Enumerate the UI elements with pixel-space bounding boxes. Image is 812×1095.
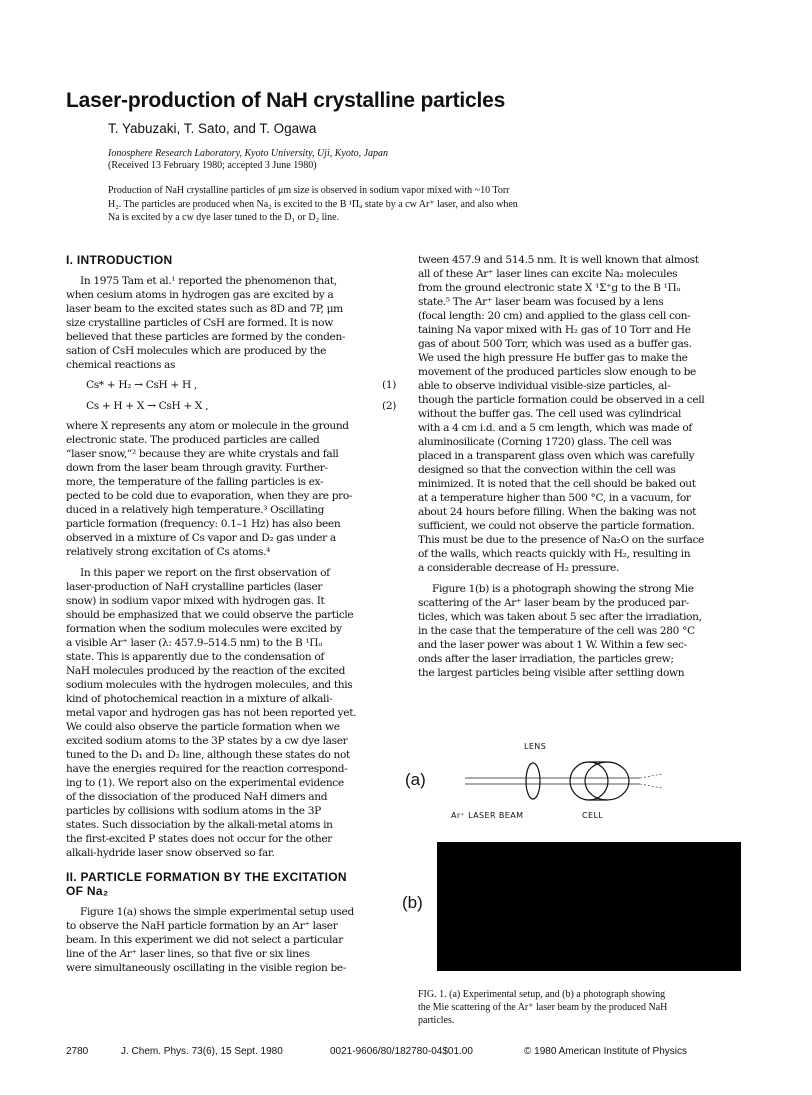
body-line: snow) in sodium vapor mixed with hydrogen gas. It	[66, 595, 325, 607]
body-line: sufficient, we could not observe the particle formation.	[418, 520, 695, 532]
affiliation-block	[108, 148, 388, 172]
body-line: chemical reactions as	[66, 359, 176, 371]
cell-label: CELL	[582, 811, 604, 820]
figure-caption	[418, 988, 748, 1027]
body-line: Figure 1(b) is a photograph showing the strong Mie	[432, 583, 694, 595]
right-column	[418, 253, 748, 680]
lens-label: LENS	[524, 742, 547, 751]
body-line: of the dissociation of the produced NaH dimers and	[66, 791, 328, 803]
received-date: (Received 13 February 1980; accepted 3 June 1980)	[108, 160, 317, 171]
journal-citation: J. Chem. Phys. 73(6), 15 Sept. 1980	[121, 1046, 283, 1057]
body-line: aluminosilicate (Corning 1720) glass. The cell was	[418, 436, 672, 448]
body-line: (focal length: 20 cm) and applied to the glass cell con-	[418, 310, 691, 322]
body-line: of the walls, which reacts quickly with H₂, resulting in	[418, 548, 691, 560]
body-line: metal vapor and hydrogen gas has not been reported yet.	[66, 707, 357, 719]
body-line: minimized. It is noted that the cell should be baked out	[418, 478, 696, 490]
caption-line: particles.	[418, 1015, 455, 1026]
equation-text: Cs* + H₂ → CsH + H ,	[86, 379, 197, 391]
body-line: designed so that the convection within the cell was	[418, 464, 676, 476]
body-line: observed in a mixture of Cs vapor and D₂ gas under a	[66, 532, 336, 544]
body-line: NaH molecules produced by the reaction of the excited	[66, 665, 346, 677]
body-line: believed that these particles are formed by the conden-	[66, 331, 346, 343]
caption-line: FIG. 1. (a) Experimental setup, and (b) a photograph showing	[418, 989, 666, 1000]
article-code: 0021-9606/80/182780-04$01.00	[330, 1046, 473, 1057]
body-line: all of these Ar⁺ laser lines can excite Na₂ molecules	[418, 268, 678, 280]
body-line: In 1975 Tam et al.¹ reported the phenomenon that,	[80, 275, 337, 287]
body-line: particles by collisions with sodium atoms in the 3P	[66, 805, 321, 817]
body-line: about 24 hours before filling. When the baking was not	[418, 506, 697, 518]
abstract	[108, 184, 613, 225]
author-list: T. Yabuzaki, T. Sato, and T. Ogawa	[108, 121, 317, 136]
body-line: the largest particles being visible after settling down	[418, 667, 685, 679]
body-line: line of the Ar⁺ laser lines, so that five or six lines	[66, 948, 310, 960]
body-line: onds after the laser irradiation, the particles grew;	[418, 653, 674, 665]
equation-1	[66, 376, 396, 394]
body-line: tuned to the D₁ and D₂ line, although these states do not	[66, 749, 350, 761]
body-line: where X represents any atom or molecule in the ground	[66, 420, 349, 432]
cell-body	[585, 762, 629, 800]
body-line: kind of photochemical reaction in a mixture of alkali-	[66, 693, 333, 705]
affiliation: Ionosphere Research Laboratory, Kyoto University, Uji, Kyoto, Japan	[108, 148, 389, 159]
body-line: Figure 1(a) shows the simple experimental setup used	[80, 906, 354, 918]
paper-title: Laser-production of NaH crystalline particles	[66, 89, 506, 112]
body-line: ing to (1). We report also on the experimental evidence	[66, 777, 344, 789]
body-line: particle formation (frequency: 0.1–1 Hz) has also been	[66, 518, 341, 530]
abstract-line: H₂. The particles are produced when Na₂ is excited to the B ¹Πᵤ state by a cw Ar⁺ laser, and also when	[108, 198, 518, 210]
caption-line: the Mie scattering of the Ar⁺ laser beam by the produced NaH	[418, 1002, 668, 1013]
cell-window	[570, 762, 608, 800]
body-line: without the buffer gas. The cell used was cylindrical	[418, 408, 682, 420]
body-line: state. This is apparently due to the condensation of	[66, 651, 324, 663]
body-line: a considerable decrease of H₂ pressure.	[418, 562, 619, 574]
panel-b-label: (b)	[402, 893, 423, 912]
body-line: laser beam to the excited states such as 8D and 7P, μm	[66, 303, 343, 315]
body-line: sation of CsH molecules which are produced by the	[66, 345, 327, 357]
equation-text: Cs + H + X → CsH + X ,	[86, 400, 209, 412]
body-line: more, the temperature of the falling particles is ex-	[66, 476, 324, 488]
body-line: We used the high pressure He buffer gas to make the	[418, 352, 688, 364]
body-line: a visible Ar⁺ laser (λ: 457.9–514.5 nm) to the B ¹Πᵤ	[66, 637, 323, 649]
body-line: alkali-hydride laser snow observed so far.	[66, 847, 275, 859]
body-line: from the ground electronic state X ¹Σ⁺g to the B ¹Πᵤ	[418, 282, 681, 294]
body-line: This must be due to the presence of Na₂O on the surface	[418, 534, 704, 546]
equation-2	[66, 397, 396, 415]
lens-shape	[526, 763, 540, 799]
body-line: at a temperature higher than 500 °C, in a vacuum, for	[418, 492, 691, 504]
body-line: states. Such dissociation by the alkali-metal atoms in	[66, 819, 333, 831]
body-line: size crystalline particles of CsH are formed. It is now	[66, 317, 333, 329]
body-line: though the particle formation could be observed in a cell	[418, 394, 705, 406]
body-line: In this paper we report on the first observation of	[80, 567, 330, 579]
equation-number: (2)	[382, 400, 396, 412]
body-line: with a 4 cm i.d. and a 5 cm length, which was made of	[418, 422, 692, 434]
section-heading-introduction: I. INTRODUCTION	[66, 253, 173, 267]
body-line: placed in a transparent glass oven which was carefully	[418, 450, 695, 462]
body-line: formation when the sodium molecules were excited by	[66, 623, 342, 635]
body-line: state.⁵ The Ar⁺ laser beam was focused by a lens	[418, 296, 664, 308]
body-line: “laser snow,”² because they are white crystals and fall	[66, 448, 339, 460]
body-line: gas of about 500 Torr, which was used as a buffer gas.	[418, 338, 692, 350]
body-line: should be emphasized that we could observe the particle	[66, 609, 354, 621]
body-line: have the energies required for the reaction correspond-	[66, 763, 348, 775]
body-line: We could also observe the particle formation when we	[66, 721, 340, 733]
body-line: pected to be cold due to evaporation, when they are pro-	[66, 490, 353, 502]
body-line: tween 457.9 and 514.5 nm. It is well known that almost	[418, 254, 699, 266]
abstract-line: Na is excited by a cw dye laser tuned to the D₁ or D₂ line.	[108, 212, 340, 223]
body-line: able to observe individual visible-size particles, al-	[418, 380, 671, 392]
abstract-line: Production of NaH crystalline particles of μm size is observed in sodium vapor mixed with ~10 Torr	[108, 185, 510, 196]
body-line: laser-production of NaH crystalline particles (laser	[66, 581, 323, 593]
equation-number: (1)	[382, 379, 396, 391]
body-line: excited sodium atoms to the 3P states by a cw dye laser	[66, 735, 348, 747]
page-number: 2780	[66, 1046, 89, 1057]
body-line: in the case that the temperature of the cell was 280 °C	[418, 625, 695, 637]
copyright-notice: © 1980 American Institute of Physics	[524, 1046, 688, 1057]
body-line: scattering of the Ar⁺ laser beam by the produced par-	[418, 597, 689, 609]
body-line: sodium molecules with the hydrogen molecules, and this	[66, 679, 353, 691]
section-heading-particle-formation-cont: OF Na₂	[66, 884, 109, 898]
body-line: ticles, which was taken about 5 sec after the irradiation,	[418, 611, 702, 623]
laser-beam-label: Ar⁺ LASER BEAM	[451, 811, 524, 820]
body-line: down from the laser beam through gravity. Further-	[66, 462, 328, 474]
body-line: electronic state. The produced particles are called	[66, 434, 320, 446]
body-line: the first-excited P states does not occur for the other	[66, 833, 332, 845]
body-line: and the laser power was about 1 W. Within a few sec-	[418, 639, 687, 651]
body-line: relatively strong excitation of Cs atoms.⁴	[66, 546, 271, 558]
panel-a-label: (a)	[405, 770, 426, 789]
left-column	[66, 253, 396, 975]
body-line: when cesium atoms in hydrogen gas are excited by a	[66, 289, 334, 301]
section-heading-particle-formation: II. PARTICLE FORMATION BY THE EXCITATION	[66, 870, 347, 884]
body-line: to observe the NaH particle formation by an Ar⁺ laser	[66, 920, 338, 932]
body-line: movement of the produced particles slow enough to be	[418, 366, 696, 378]
body-line: taining Na vapor mixed with H₂ gas of 10 Torr and He	[418, 324, 691, 336]
mie-scattering-photograph	[437, 842, 741, 971]
body-line: were simultaneously oscillating in the visible region be-	[66, 962, 347, 974]
body-line: beam. In this experiment we did not select a particular	[66, 934, 343, 946]
body-line: duced in a relatively high temperature.³ Oscillating	[66, 504, 325, 516]
